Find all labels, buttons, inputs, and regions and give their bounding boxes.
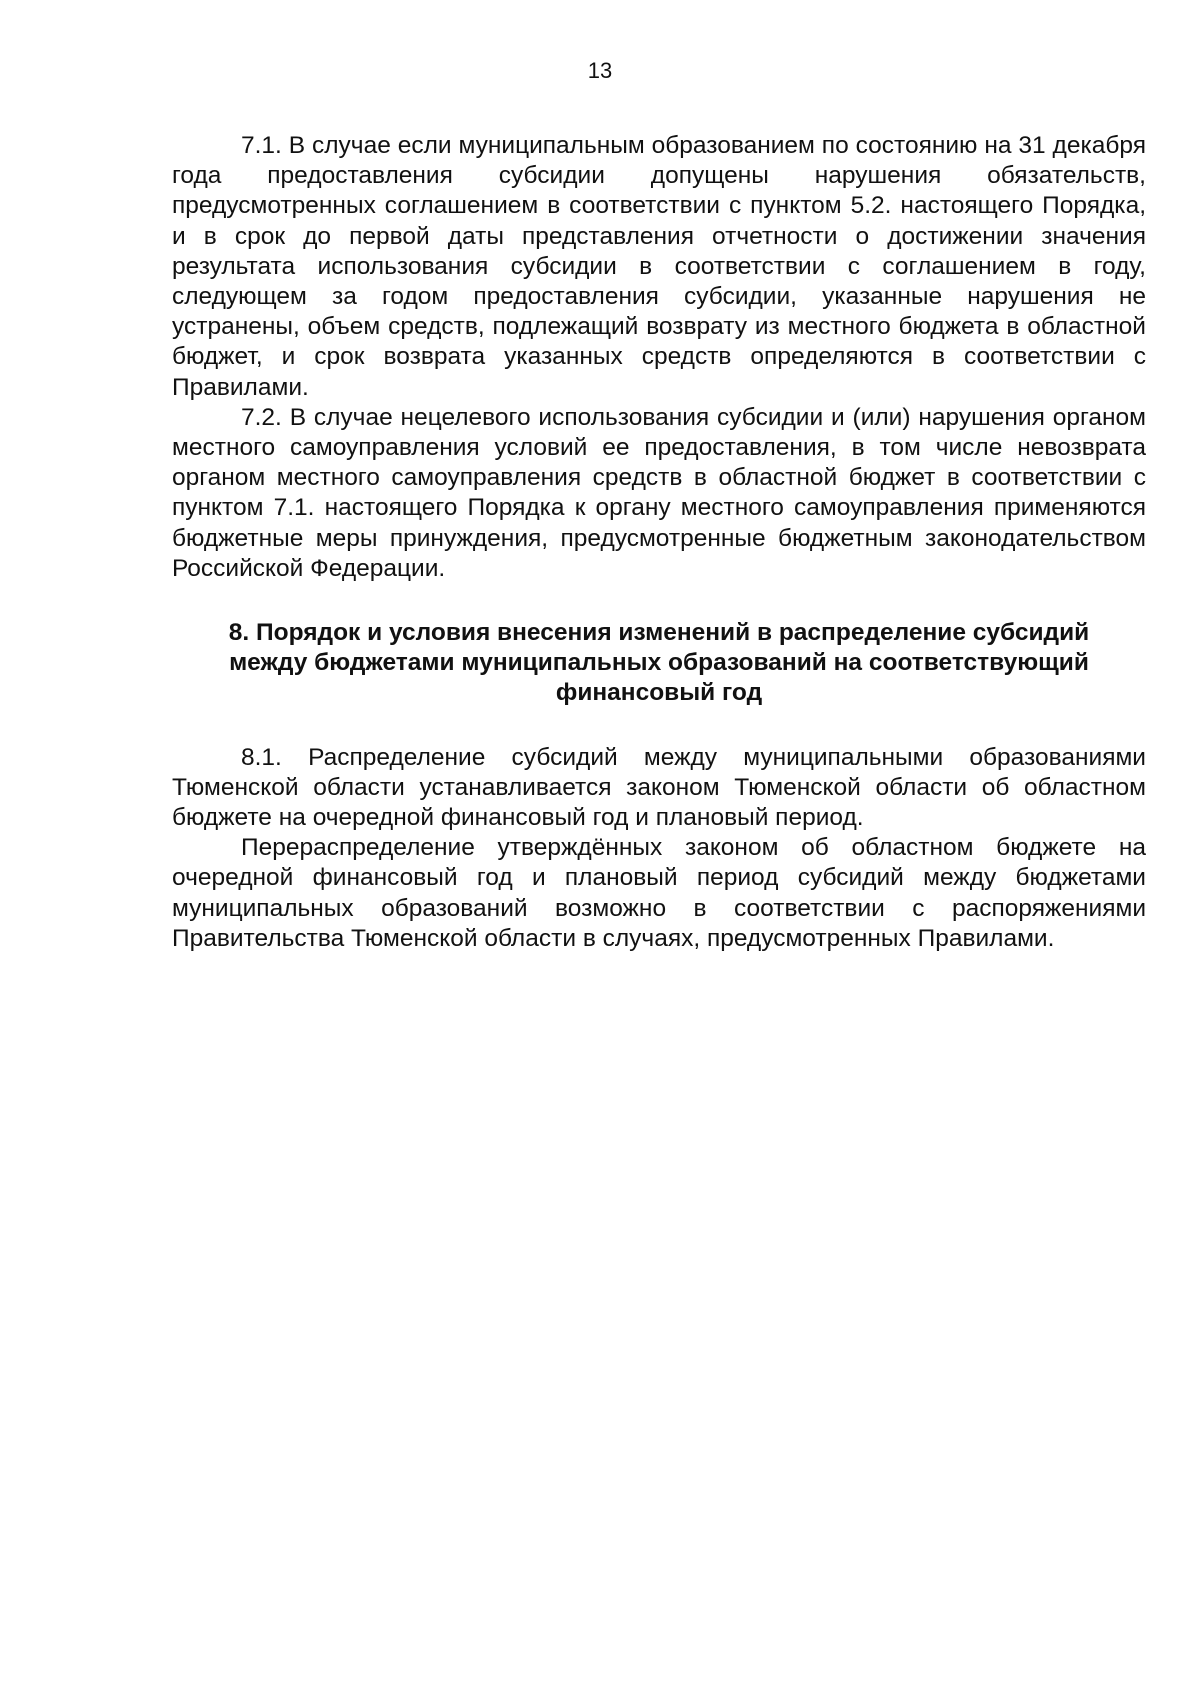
paragraph-8-1: 8.1. Распределение субсидий между муниципальными образованиями Тюменской области устанавливается законом Тюменской области об областном бюджете на очередной финансовый год и плановый период.: [172, 743, 1146, 832]
document-body: [172, 131, 1146, 954]
paragraph-7-2: 7.2. В случае нецелевого использования субсидии и (или) нарушения органом местного самоуправления условий ее предоставления, в том числе невозврата органом местного самоуправления средств в областной бюджет в соответствии с пунктом 7.1. настоящего Порядка к органу местного самоуправления применяются бюджетные меры принуждения, предусмотренные бюджетным законодательством Российской Федерации.: [172, 403, 1146, 582]
paragraph-7-1: 7.1. В случае если муниципальным образованием по состоянию на 31 декабря года предоставления субсидии допущены нарушения обязательств, предусмотренных соглашением в соответствии с пунктом 5.2. настоящего Порядка, и в срок до первой даты представления отчетности о достижении значения результата использования субсидии в соответствии с соглашением в году, следующем за годом предоставления субсидии, указанные нарушения не устранены, объем средств, подлежащий возврату из местного бюджета в областной бюджет, и срок возврата указанных средств определяются в соответствии с Правилами.: [172, 132, 1146, 401]
paragraph-8-1-continued: Перераспределение утверждённых законом об областном бюджете на очередной финансовый год и плановый период субсидий между бюджетами муниципальных образований возможно в соответствии с распоряжениями Правительства Тюменской области в случаях, предусмотренных Правилами.: [172, 834, 1146, 952]
section-8-heading: 8. Порядок и условия внесения изменений в распределение субсидий между бюджетами муниципальных образований на соответствующий финансовый год: [228, 619, 1090, 707]
page-number: 13: [587, 58, 613, 83]
